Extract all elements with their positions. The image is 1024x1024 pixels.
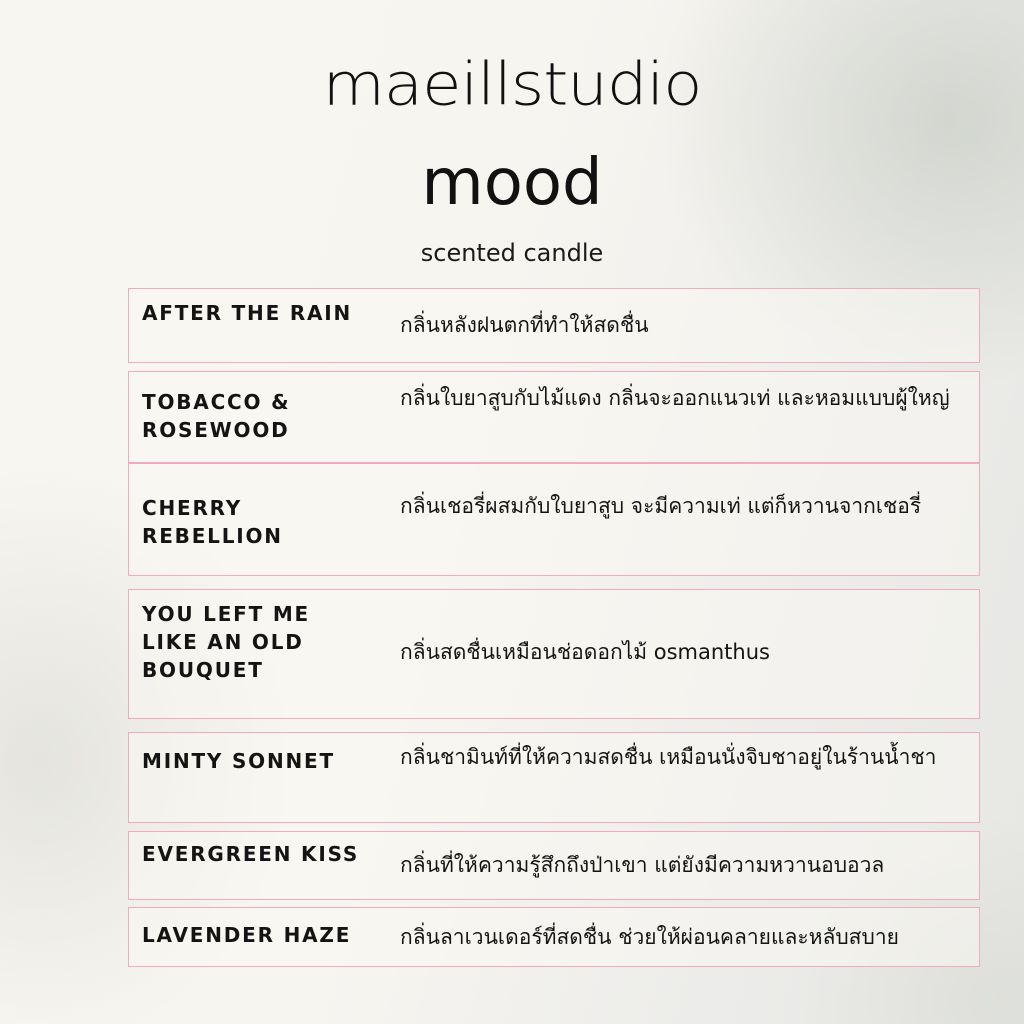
scent-row-cherry-rebellion — [128, 463, 980, 576]
scent-row-lavender-haze — [128, 907, 980, 967]
collection-title: mood — [421, 146, 603, 220]
scent-name: CHERRY REBELLION — [142, 496, 283, 548]
scent-name: LAVENDER HAZE — [142, 923, 352, 947]
scent-description: กลิ่นเชอรี่ผสมกับใบยาสูบ จะมีความเท่ แต่ก็หวานจากเชอรี่ — [400, 494, 922, 518]
scent-name: EVERGREEN KISS — [142, 842, 360, 866]
scent-description: กลิ่นชามินท์ที่ให้ความสดชื่น เหมือนนั่งจิบชาอยู่ในร้านน้ำชา — [400, 745, 937, 769]
scent-description: กลิ่นลาเวนเดอร์ที่สดชื่น ช่วยให้ผ่อนคลายและหลับสบาย — [400, 925, 899, 949]
product-subtitle: scented candle — [420, 239, 604, 267]
scent-row-you-left-me-like-an-old-bouquet — [128, 589, 980, 719]
scent-name: TOBACCO & ROSEWOOD — [142, 390, 291, 442]
scent-name: MINTY SONNET — [142, 749, 335, 773]
scent-description: กลิ่นสดชื่นเหมือนช่อดอกไม้ osmanthus — [400, 640, 770, 664]
scent-description: กลิ่นหลังฝนตกที่ทำให้สดชื่น — [400, 313, 649, 337]
scent-row-after-the-rain — [128, 288, 980, 363]
scent-description: กลิ่นที่ให้ความรู้สึกถึงป่าเขา แต่ยังมีความหวานอบอวล — [400, 853, 885, 877]
scent-row-minty-sonnet — [128, 732, 980, 823]
scent-row-tobacco-rosewood — [128, 371, 980, 463]
scent-name: AFTER THE RAIN — [142, 301, 353, 325]
scent-row-evergreen-kiss — [128, 831, 980, 900]
scent-description: กลิ่นใบยาสูบกับไม้แดง กลิ่นจะออกแนวเท่ และหอมแบบผู้ใหญ่ — [400, 386, 950, 410]
scent-name: YOU LEFT ME LIKE AN OLD BOUQUET — [142, 602, 311, 682]
brand-title: maeillstudio — [322, 50, 702, 120]
